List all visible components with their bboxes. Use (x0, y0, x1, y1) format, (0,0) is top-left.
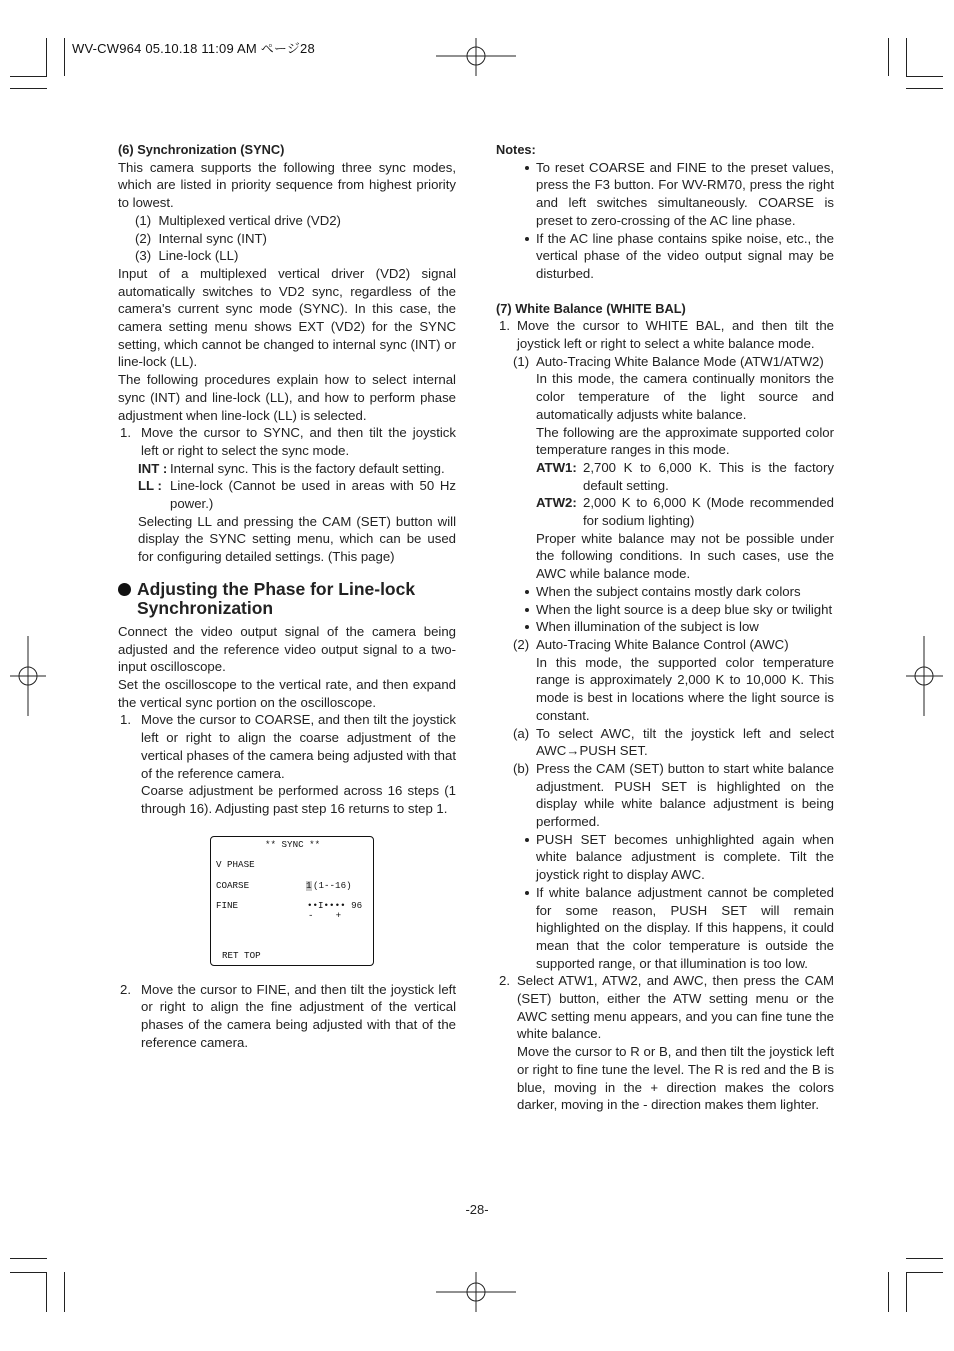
atw-bullet: When the subject contains mostly dark colors (496, 583, 834, 601)
note-item: If the AC line phase contains spike noise, etc., the vertical phase of the video output signal may be disturbed. (496, 230, 834, 283)
right-column (496, 141, 834, 1114)
osd-fine-value: ••I•••• 96 (307, 899, 363, 911)
osd-fine-scale: - + (308, 909, 342, 921)
awc-paragraph: In this mode, the supported color temperature range is approximately 2,000 K to 10,000 K. This mode is best in locations where the light source is constant. (536, 654, 834, 723)
sync-osd-menu (210, 836, 374, 966)
awc-step-b: (b) Press the CAM (SET) button to start white balance adjustment. PUSH SET is highlighted on the display while white balance adjustment is being performed. (513, 760, 834, 830)
sync-mode-item: (1) Multiplexed vertical drive (VD2) (135, 212, 341, 228)
awc-bullet: PUSH SET becomes unhighlighted again when white balance adjustment is complete. Tilt the joystick right to display AWC. (496, 831, 834, 884)
osd-fine: FINE (216, 899, 239, 911)
atw1-definition: ATW1: 2,700 K to 6,000 K. This is the factory default setting. (536, 459, 834, 493)
wb-step-2-note: Move the cursor to R or B, and then tilt the joystick left or right to fine tune the level. The R is red and the B is blue, moving in the + direction makes the colors darker, moving in the - direction makes them lighter. (517, 1044, 834, 1113)
wb-step-1: 1. Move the cursor to WHITE BAL, and then tilt the joystick left or right to select a white balance mode. (499, 318, 834, 352)
sync-step-1-note: Selecting LL and pressing the CAM (SET) button will display the SYNC setting menu, which can be used for configuring detailed settings. (This page) (138, 513, 456, 565)
page-number: -28- (465, 1202, 489, 1217)
atw2-definition: ATW2: 2,000 K to 6,000 K (Mode recommended for sodium lighting) (536, 495, 834, 529)
sync-intro: This camera supports the following three sync modes, which are listed in priority sequence from highest priority to lowest. (118, 159, 456, 211)
atw-bullet: When illumination of the subject is low (496, 618, 834, 636)
atw-paragraph-3: Proper white balance may not be possible under the following conditions. In such cases, use the AWC while balance mode. (536, 530, 834, 582)
ll-definition: LL : Line-lock (Cannot be used in areas with 50 Hz power.) (138, 478, 456, 512)
vd2-paragraph: Input of a multiplexed vertical driver (VD2) signal automatically switches to VD2 sync, regardless of the camera's current sync mode (SYNC). In this case, the camera setting menu shows EXT (VD2) for the SYNC setting, which cannot be changed to internal sync (INT) or line-lock (LL). (118, 265, 456, 370)
wb-step-2: 2. Select ATW1, ATW2, and AWC, then press the CAM (SET) button, either the ATW setting menu or the AWC setting menu appears, and you can fine tune the white balance. Move the cursor to R or B, and then tilt the joystick left or right to fine tune the level. The R is red and the B is blue, moving in the + direction makes the colors darker, moving in the - direction makes them lighter. (499, 973, 834, 1113)
osd-title: ** SYNC ** (265, 838, 321, 850)
atw-paragraph-1: In this mode, the camera continually monitors the color temperature of the light source and automatically adjusts white balance. (536, 371, 834, 422)
phase-step-1: 1. Move the cursor to COARSE, and then tilt the joystick left or right to align the coarse adjustment of the vertical phases of the camera being adjusted with that of the reference camera. Coarse adjustment be performed across 16 steps (1 through 16). Adjusting past step 16 returns to step 1. (120, 712, 456, 816)
print-header: WV-CW964 05.10.18 11:09 AM ページ28 (72, 41, 315, 56)
sync-step-1: 1. Move the cursor to SYNC, and then tilt the joystick left or right to select the sync mode. (120, 425, 456, 458)
procedure-intro: The following procedures explain how to select internal sync (INT) and line-lock (LL), and how to perform phase adjustment when line-lock (LL) is selected. (118, 372, 456, 423)
osd-coarse-range: (1--16) (313, 879, 352, 891)
phase-section-title: Adjusting the Phase for Line-lock Synchronization (118, 580, 456, 618)
atw-bullet: When the light source is a deep blue sky or twilight (496, 601, 834, 619)
phase-step-1-note: Coarse adjustment be performed across 16 steps (1 through 16). Adjusting past step 16 returns to step 1. (141, 783, 456, 816)
notes-title: Notes: (496, 142, 536, 157)
note-item: To reset COARSE and FINE to the preset values, press the F3 button. For WV-RM70, press the right and left switches simultaneously. COARSE is preset to zero-crossing of the AC line phase. (496, 159, 834, 230)
osd-v-phase: V PHASE (216, 858, 255, 870)
atw-mode: (1) Auto-Tracing White Balance Mode (ATW1/ATW2) (513, 353, 824, 369)
phase-paragraph-2: Set the oscilloscope to the vertical rate, and then expand the vertical sync portion on the oscilloscope. (118, 676, 456, 710)
sync-section-title: (6) Synchronization (SYNC) (118, 142, 285, 157)
awc-mode: (2) Auto-Tracing White Balance Control (AWC) (513, 636, 789, 652)
wb-section-title: (7) White Balance (WHITE BAL) (496, 300, 686, 316)
phase-step-2: 2. Move the cursor to FINE, and then tilt the joystick left or right to align the fine adjustment of the vertical phases of the camera being adjusted with that of the reference camera. (120, 981, 456, 1050)
awc-bullet: If white balance adjustment cannot be completed for some reason, PUSH SET will remain highlighted on the display. If this happens, it could mean that the color temperature is outside the supported range, or that illumination is too low. (496, 884, 834, 973)
int-definition: INT : Internal sync. This is the factory default setting. (138, 460, 445, 476)
osd-ret-top: RET TOP (222, 949, 261, 961)
awc-step-a: (a) To select AWC, tilt the joystick left and select AWC→PUSH SET. (513, 725, 834, 759)
atw-paragraph-2: The following are the approximate supported color temperature ranges in this mode. (536, 424, 834, 458)
left-column (118, 141, 456, 1051)
phase-paragraph-1: Connect the video output signal of the camera being adjusted and the reference video output signal to a two-input oscilloscope. (118, 623, 456, 675)
osd-coarse: COARSE (216, 879, 250, 891)
sync-mode-item: (3) Line-lock (LL) (135, 248, 239, 264)
bullet-icon (118, 583, 131, 596)
sync-mode-item: (2) Internal sync (INT) (135, 230, 267, 246)
osd-coarse-selected: 1 (306, 879, 312, 891)
